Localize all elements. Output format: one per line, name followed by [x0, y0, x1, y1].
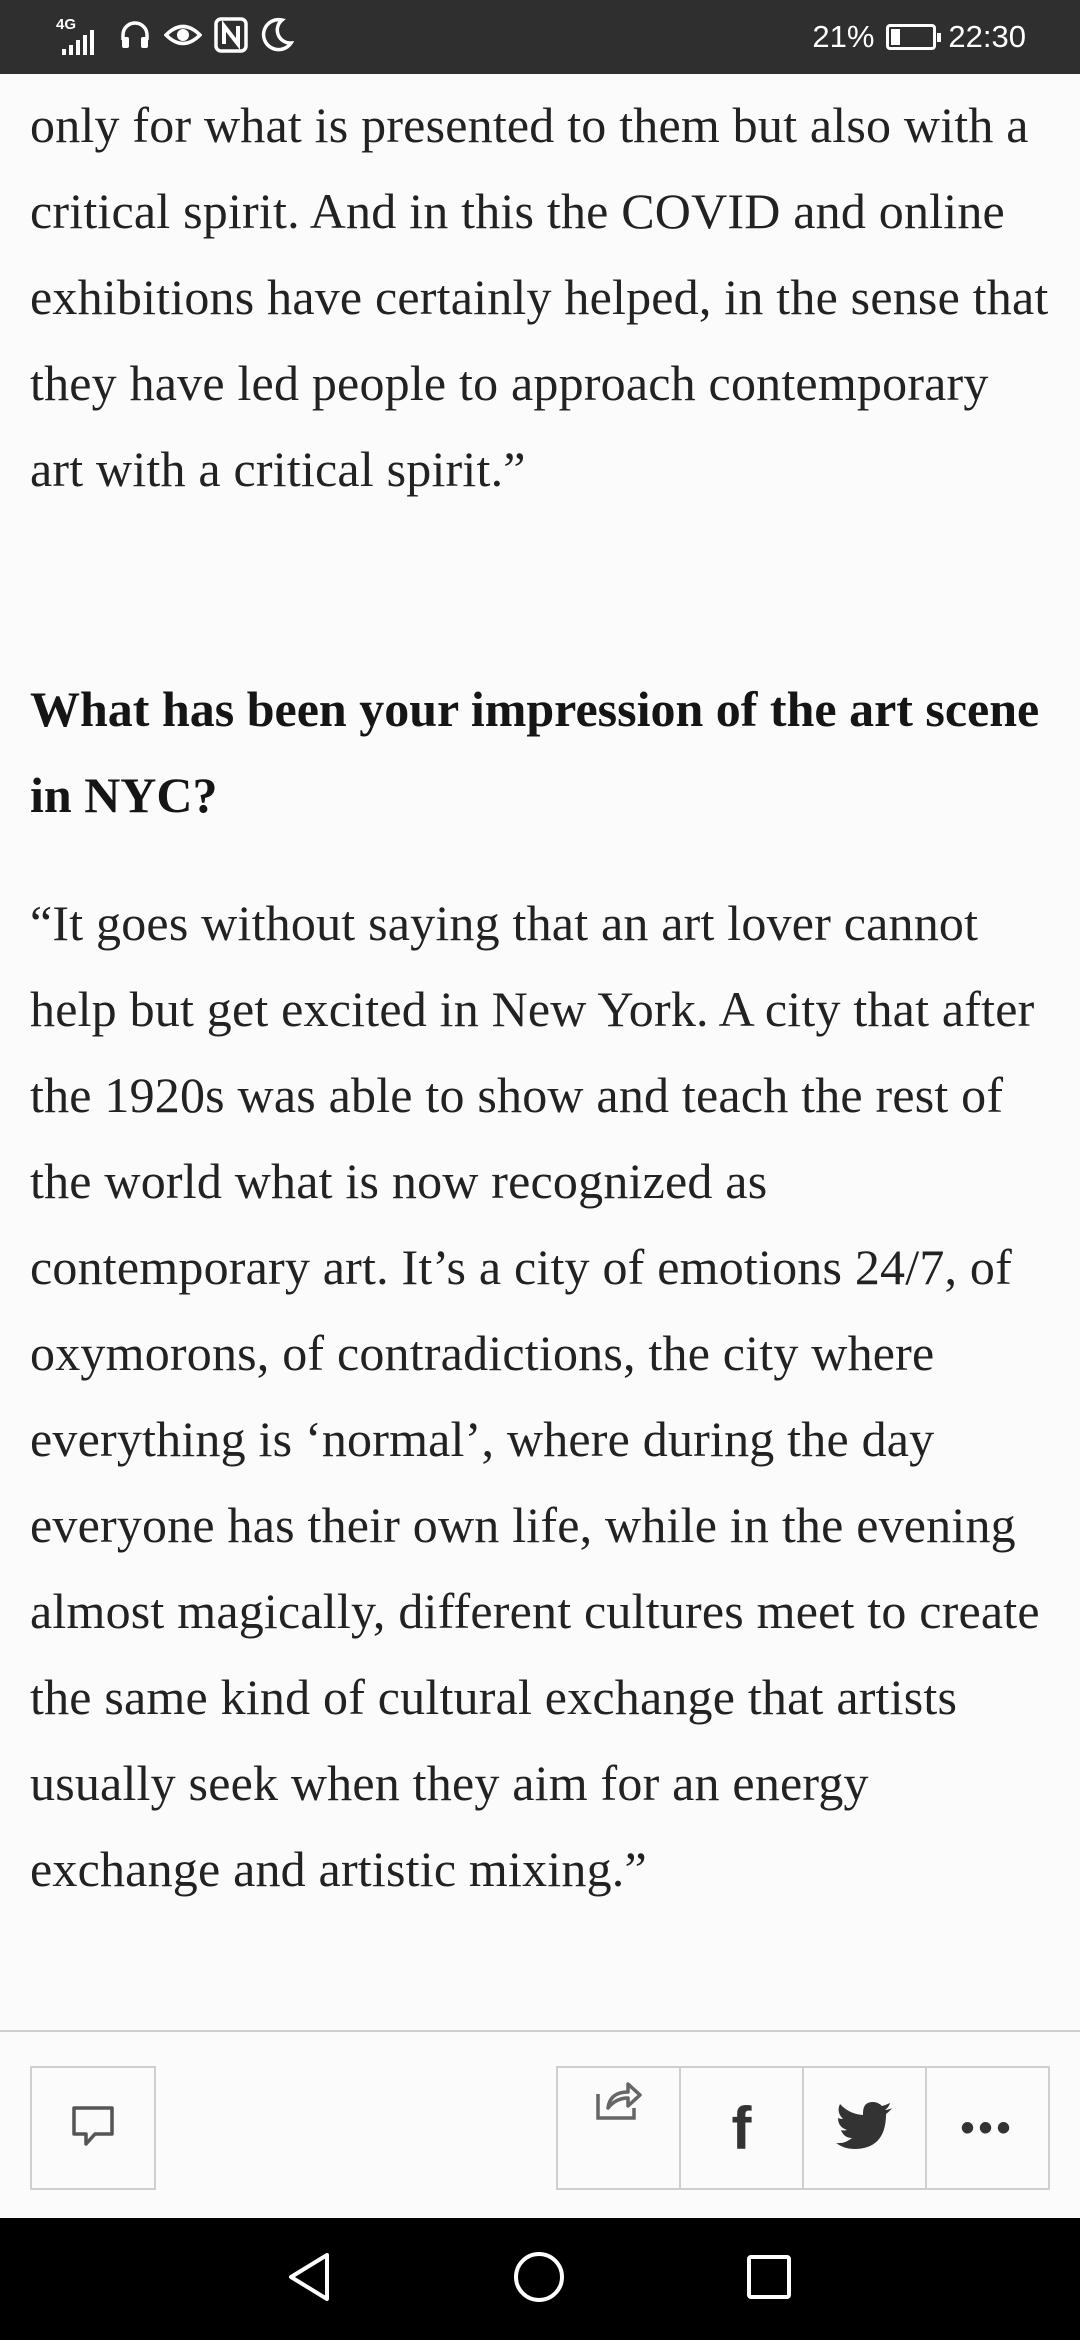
share-icon [594, 2078, 644, 2127]
headphones-icon [118, 18, 152, 57]
article-paragraph: only for what is presented to them but also with a critical spirit. And in this the COVID and online exhibitions have certainly helped, in the sense that they have led people to approach contemporary art with a critical spirit.” [30, 97, 1049, 497]
interview-question: What has been your impression of the art scene in NYC? [30, 681, 1040, 823]
facebook-icon: f [731, 2094, 752, 2162]
status-icons-left [56, 14, 294, 60]
share-buttons [556, 2066, 1050, 2190]
back-icon [283, 2249, 335, 2310]
article-toolbar [0, 2030, 1080, 2218]
facebook-share-button[interactable] [679, 2066, 804, 2190]
share-button[interactable] [556, 2066, 681, 2190]
signal-icon [56, 17, 106, 57]
system-nav-bar [0, 2218, 1080, 2340]
home-button[interactable] [506, 2246, 572, 2312]
back-button[interactable] [276, 2246, 342, 2312]
comment-button[interactable] [30, 2066, 156, 2190]
network-type: 4G [56, 16, 77, 33]
twitter-icon [836, 2102, 894, 2155]
comment-icon [69, 2102, 117, 2155]
home-icon [511, 2249, 567, 2310]
nfc-icon [214, 17, 248, 58]
battery-icon [886, 24, 936, 50]
more-options-button[interactable] [925, 2066, 1050, 2190]
twitter-share-button[interactable] [802, 2066, 927, 2190]
more-icon: ••• [960, 2105, 1015, 2150]
recent-apps-button[interactable] [736, 2246, 802, 2312]
clock: 22:30 [948, 19, 1026, 54]
battery-percent: 21% [812, 19, 875, 54]
recent-apps-icon [744, 2252, 794, 2307]
status-bar [0, 0, 1080, 74]
article-paragraph: “It goes without saying that an art lover cannot help but get excited in New York. A city that after the 1920s was able to show and teach the rest of the world what is now recognized as contemporary art. It’s a city of emotions 24/7, of oxymorons, of contradictions, the city where everything is ‘normal’, where during the day everyone has their own life, while in the evening almost magically, different cultures meet to create the same kind of cultural exchange that artists usually seek when they aim for an energy exchange and artistic mixing.” [30, 895, 1040, 1897]
moon-icon [260, 17, 294, 58]
status-icons-right [812, 14, 1026, 60]
eye-icon [164, 18, 202, 57]
